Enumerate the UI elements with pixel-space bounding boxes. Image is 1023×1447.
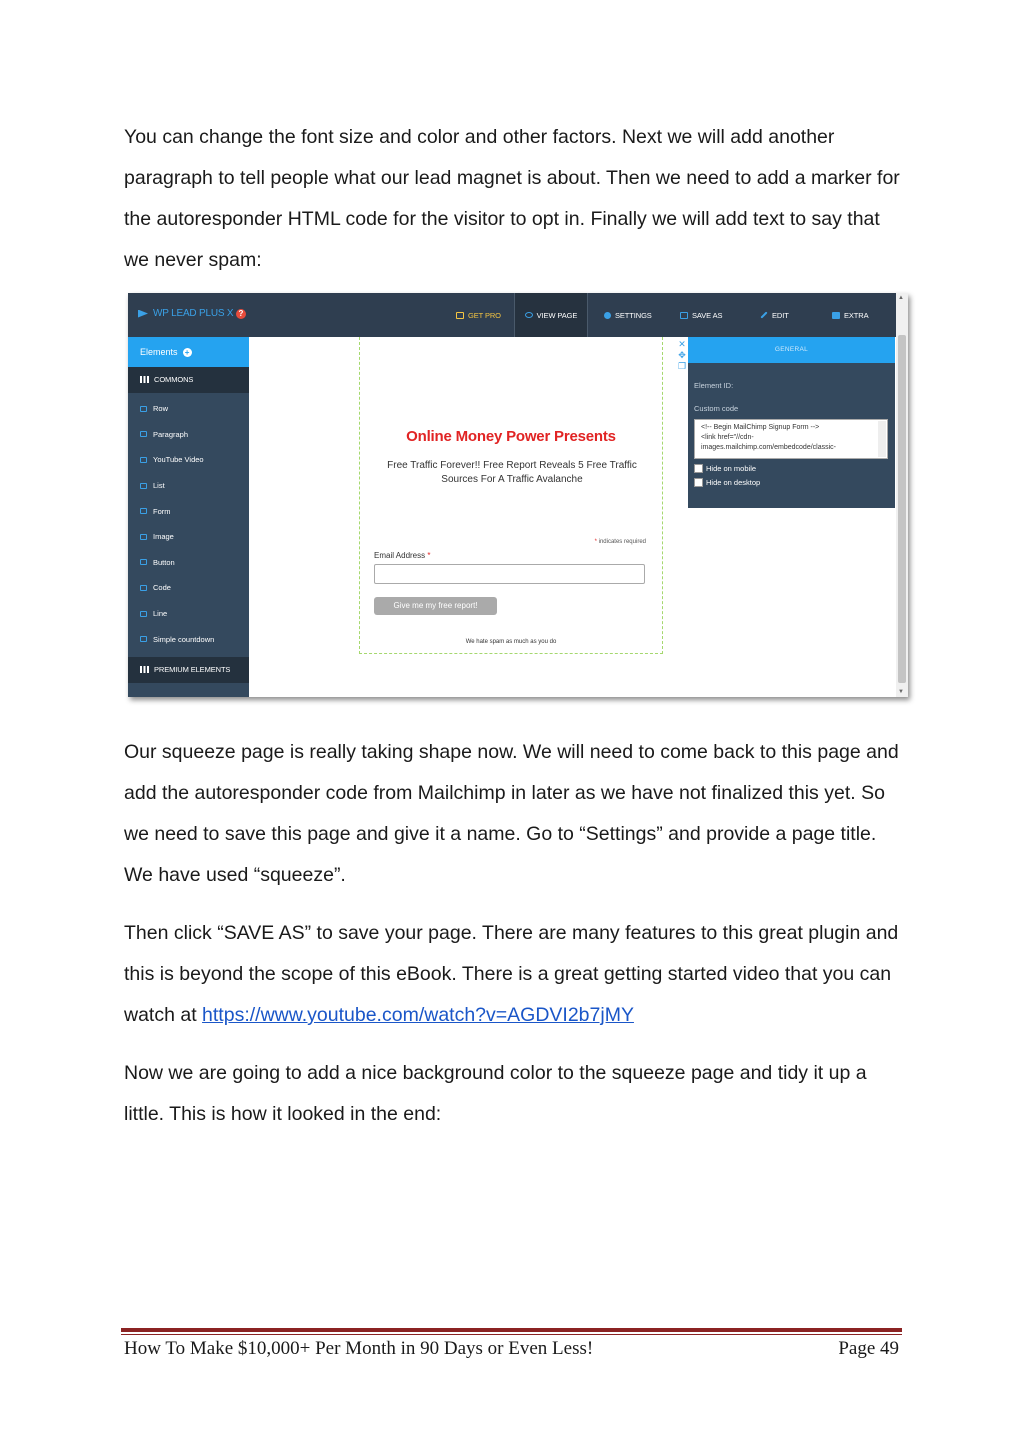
settings-label: SETTINGS <box>615 310 652 320</box>
element-item-label: Row <box>153 404 169 414</box>
grid-icon <box>140 376 149 383</box>
squeeze-headline[interactable]: Online Money Power Presents <box>406 428 616 445</box>
code-line: <link href="//cdn- <box>701 434 754 441</box>
footer-book-title: How To Make $10,000+ Per Month in 90 Days or Even Less! <box>124 1338 594 1359</box>
save-as-text: Then click “SAVE AS” to save your page. There are many features to this great plugin and this is beyond the scope of this eBook. There is a great getting started video that you can watch at <box>124 922 899 1026</box>
element-item-label: Paragraph <box>153 429 189 439</box>
squeeze-subheadline[interactable]: Free Traffic Forever!! Free Report Reveals 5 Free Traffic Sources For A Traffic Avalanche <box>387 460 637 485</box>
image-icon <box>140 534 147 540</box>
button-icon <box>140 559 147 565</box>
element-item-line[interactable] <box>128 601 249 627</box>
code-line: <!-- Begin MailChimp Signup Form --> <box>701 424 820 431</box>
scrollbar-thumb[interactable] <box>898 335 906 683</box>
required-note <box>595 539 646 545</box>
card-icon <box>456 312 464 319</box>
element-list <box>128 396 249 652</box>
hide-on-desktop-checkbox[interactable] <box>694 478 760 487</box>
element-item-label: List <box>153 481 165 491</box>
help-icon[interactable]: ? <box>236 309 246 319</box>
email-field[interactable] <box>374 564 645 584</box>
elements-tab-label: Elements <box>140 347 178 357</box>
element-item-label: Line <box>153 609 168 619</box>
eye-icon <box>525 312 533 318</box>
hide-on-desktop-label: Hide on desktop <box>706 478 761 487</box>
hide-on-mobile-label: Hide on mobile <box>706 464 757 473</box>
logo-text: WP LEAD PLUS X <box>153 308 234 319</box>
plus-circle-icon: + <box>183 348 192 357</box>
element-item-image[interactable] <box>128 524 249 550</box>
custom-code-textarea[interactable] <box>694 419 888 459</box>
gear-icon <box>604 312 611 319</box>
logo-icon <box>138 310 148 318</box>
view-page-button[interactable] <box>514 293 588 337</box>
footer-rule-thick <box>121 1328 902 1332</box>
element-settings-panel <box>688 337 895 508</box>
pencil-icon <box>760 311 767 318</box>
move-icon[interactable]: ✥ <box>678 350 686 360</box>
premium-label: PREMIUM ELEMENTS <box>154 665 231 674</box>
paragraph-intro: You can change the font size and color and other factors. Next we will add another paragraph to tell people what our lead magnet is about. Then we need to add a marker for the autoresponder HTML code for the visitor to opt in. Finally we will add text to say that we never spam: <box>124 126 900 271</box>
element-item-paragraph[interactable] <box>128 422 249 448</box>
paragraph-save-as <box>124 913 904 1036</box>
save-icon <box>680 312 688 319</box>
elements-tab[interactable] <box>128 337 249 367</box>
checkbox-icon <box>694 464 703 473</box>
youtube-link[interactable]: https://www.youtube.com/watch?v=AGDVI2b7jMY <box>202 1004 634 1026</box>
save-as-label: SAVE AS <box>692 310 723 320</box>
element-item-simple-countdown[interactable] <box>128 626 249 652</box>
commons-section[interactable] <box>128 367 249 393</box>
hide-on-mobile-checkbox[interactable] <box>694 464 756 473</box>
premium-elements-section[interactable] <box>128 657 249 683</box>
get-pro-button[interactable] <box>456 293 501 337</box>
footer-page-number: Page 49 <box>838 1338 899 1359</box>
extra-label: EXTRA <box>844 310 869 320</box>
commons-label: COMMONS <box>154 375 194 384</box>
elements-sidebar <box>128 337 249 697</box>
spam-note: We hate spam as much as you do <box>465 639 557 645</box>
paragraph-icon <box>140 431 147 437</box>
element-item-label: Code <box>153 583 171 593</box>
window-scrollbar[interactable] <box>896 293 908 697</box>
builder-screenshot <box>128 293 908 697</box>
builder-topbar <box>128 293 896 337</box>
email-label <box>374 551 431 560</box>
email-label-text: Email Address <box>374 551 426 560</box>
edit-button[interactable] <box>760 293 789 337</box>
get-pro-label: GET PRO <box>468 310 501 320</box>
element-item-button[interactable] <box>128 550 249 576</box>
duplicate-icon[interactable]: ❐ <box>677 361 687 371</box>
form-icon <box>140 508 147 514</box>
required-star: * <box>594 539 597 545</box>
element-item-code[interactable] <box>128 575 249 601</box>
element-item-list[interactable] <box>128 473 249 499</box>
code-line: images.mailchimp.com/embedcode/classic- <box>701 444 836 451</box>
extra-button[interactable] <box>832 293 869 337</box>
view-page-label: VIEW PAGE <box>536 310 578 320</box>
clock-icon <box>140 636 147 642</box>
youtube-icon <box>140 457 147 463</box>
tab-general[interactable]: GENERAL <box>688 337 895 363</box>
edit-label: EDIT <box>772 310 789 320</box>
free-report-button[interactable]: Give me my free report! <box>374 597 497 615</box>
scroll-down-icon[interactable]: ▼ <box>898 689 904 695</box>
close-icon[interactable]: ✕ <box>678 339 686 349</box>
email-required-star: * <box>427 551 431 560</box>
paragraph-squeeze-shape: Our squeeze page is really taking shape now. We will need to come back to this page and add the autoresponder code from Mailchimp in later as we have not finalized this yet. So we need to save this page and give it a name. Go to “Settings” and provide a page title. We have used “squeeze”. <box>124 741 899 886</box>
element-item-youtube-video[interactable] <box>128 447 249 473</box>
element-item-label: Button <box>153 557 175 567</box>
code-icon <box>140 585 147 591</box>
page-canvas[interactable] <box>359 337 663 654</box>
settings-button[interactable] <box>604 293 652 337</box>
element-item-label: Image <box>153 532 174 542</box>
extra-icon <box>832 312 840 319</box>
element-item-label: Form <box>153 506 171 516</box>
grid-icon <box>140 666 149 673</box>
element-item-form[interactable] <box>128 498 249 524</box>
list-icon <box>140 483 147 489</box>
line-icon <box>140 611 147 617</box>
checkbox-icon <box>694 478 703 487</box>
row-icon <box>140 406 147 412</box>
element-item-label: YouTube Video <box>153 455 204 465</box>
element-item-label: Simple countdown <box>153 634 215 644</box>
panel-tools <box>676 339 688 372</box>
element-item-row[interactable] <box>128 396 249 422</box>
paragraph-background: Now we are going to add a nice background color to the squeeze page and tidy it up a little. This is how it looked in the end: <box>124 1062 867 1125</box>
builder-logo <box>138 308 233 319</box>
required-note-text: indicates required <box>598 539 646 545</box>
footer-rule-thin <box>121 1334 902 1335</box>
scroll-up-icon[interactable]: ▲ <box>898 295 904 301</box>
element-id-label: Element ID: <box>694 381 734 390</box>
save-as-button[interactable] <box>680 293 722 337</box>
custom-code-label: Custom code <box>694 404 739 413</box>
textarea-scrollbar[interactable] <box>878 421 886 457</box>
